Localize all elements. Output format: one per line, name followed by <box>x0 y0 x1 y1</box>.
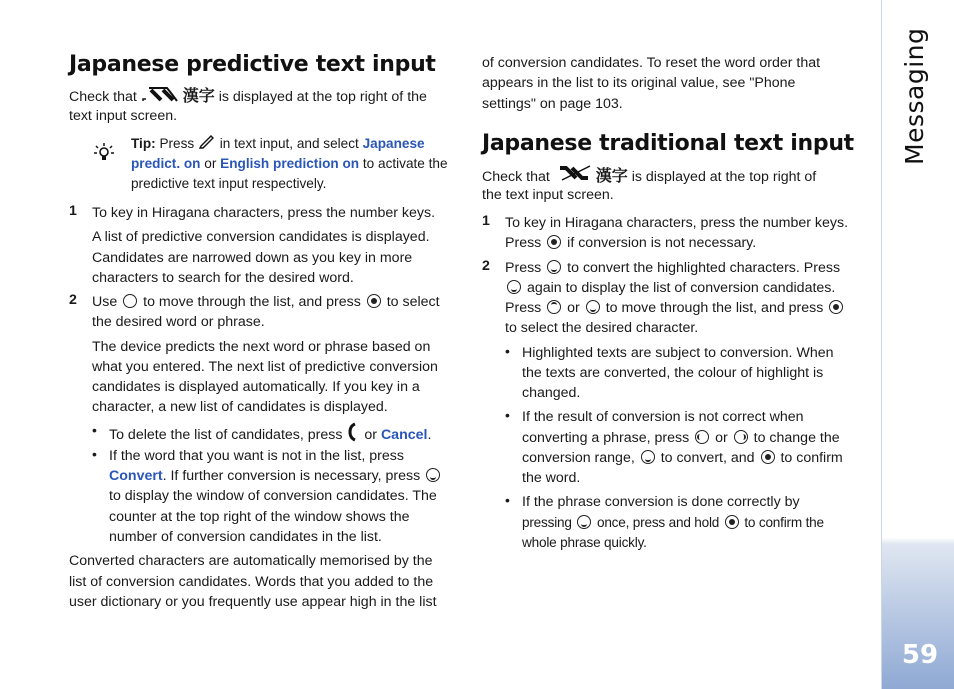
step1-para-line: Candidates are narrowed down as you key in more <box>92 250 413 266</box>
bullet-convert-line2: Convert. If further conversion is necessary, press <box>109 466 442 486</box>
scroll-down-key-icon <box>586 300 600 314</box>
step2-para-line: what you entered. The next list of predictive conversion <box>92 359 438 375</box>
scroll-down-key-icon <box>641 450 655 464</box>
link-predict-on[interactable]: predict. on <box>131 156 201 171</box>
bullet-convert-line1: If the word that you want is not in the list, press <box>109 448 404 464</box>
intro-traditional: Check that 漢字 is displayed at the top right of <box>482 164 816 190</box>
select-key-icon <box>367 294 381 308</box>
scroll-down-key-icon <box>426 468 440 482</box>
kanji-indicator: 漢字 <box>595 167 628 185</box>
closing-line: Converted characters are automatically memorised by the <box>69 553 433 569</box>
bullet-marker: • <box>505 407 510 423</box>
tbullet2-line3: conversion range, to convert, and to confirm <box>522 450 843 466</box>
step1-text: To key in Hiragana characters, press the number keys. <box>92 205 436 221</box>
bullet-marker: • <box>505 492 510 508</box>
tbullet3-line2: pressing once, press and hold to confirm the <box>522 515 824 530</box>
scroll-down-key-icon <box>577 515 591 529</box>
scroll-up-key-icon <box>547 300 561 314</box>
closing-line: user dictionary or you frequently use appear high in the list <box>69 594 437 610</box>
scroll-left-key-icon <box>695 430 709 444</box>
link-english-prediction[interactable]: English prediction on <box>220 156 360 171</box>
tstep2-line1: Press to convert the highlighted characters. Press <box>505 260 841 276</box>
bullet-convert-line5: number of conversion candidates in the list. <box>109 529 382 545</box>
intro-predictive: Check that 漢字 is displayed at the top right of the <box>69 85 469 109</box>
tstep2-line4: to select the desired character. <box>505 320 699 336</box>
heading-traditional: Japanese traditional text input <box>482 131 854 156</box>
step1-para-line: A list of predictive conversion candidates is displayed. <box>92 229 430 245</box>
bullet-convert-line3: to display the window of conversion candidates. The <box>109 488 437 504</box>
kanji-indicator: 漢字 <box>182 87 215 105</box>
tstep1-line2: Press if conversion is not necessary. <box>505 235 757 251</box>
tbullet3-line3: whole phrase quickly. <box>522 535 647 550</box>
left-selection-key-icon <box>346 422 360 448</box>
step2-line2: the desired word or phrase. <box>92 314 265 330</box>
step1-para-line: characters to search for the desired word. <box>92 270 354 286</box>
intro-traditional-line2: the text input screen. <box>482 187 614 203</box>
tbullet2-line1: If the result of conversion is not correct when <box>522 409 804 425</box>
pencil-key-icon <box>198 133 216 155</box>
tbullet2-line4: the word. <box>522 470 581 486</box>
link-cancel[interactable]: Cancel <box>380 426 428 443</box>
scroll-down-key-icon <box>547 260 561 274</box>
select-key-icon <box>829 300 843 314</box>
select-key-icon <box>547 235 561 249</box>
tbullet1-line: changed. <box>522 385 581 401</box>
scroll-right-key-icon <box>734 430 748 444</box>
step2-para-line: The device predicts the next word or phrase based on <box>92 339 431 355</box>
scroll-key-icon <box>123 294 137 308</box>
bullet-convert-line4: counter at the top right of the window shows the <box>109 509 410 525</box>
closing-line: list of conversion candidates. Words that you added to the <box>69 574 434 590</box>
tip-line3: predictive text input respectively. <box>131 176 327 191</box>
tbullet1-line: the texts are converted, the colour of highlight is <box>522 365 824 381</box>
tip-line2: predict. on or English prediction on to activate the <box>131 156 448 171</box>
tbullet2-line2: converting a phrase, press or to change the <box>522 430 840 446</box>
tbullet3-line1: If the phrase conversion is done correctly by <box>522 494 800 510</box>
select-key-icon <box>725 515 739 529</box>
tip-line1: Tip: Press in text input, and select Japanese <box>131 133 461 155</box>
page-number: 59 <box>901 640 939 670</box>
link-japanese-predict[interactable]: Japanese <box>362 135 425 151</box>
continued-line: settings" on page 103. <box>482 96 623 112</box>
select-key-icon <box>761 450 775 464</box>
bullet-marker: • <box>92 422 97 438</box>
step-number: 2 <box>482 258 490 274</box>
bullet-marker: • <box>92 446 97 462</box>
step-number: 1 <box>69 203 77 219</box>
step2-text: Use to move through the list, and press to select <box>92 294 440 310</box>
lightbulb-icon <box>93 142 115 169</box>
heading-predictive: Japanese predictive text input <box>69 52 436 77</box>
bullet-delete: To delete the list of candidates, press or Cancel. <box>109 422 431 448</box>
step2-para-line: character, a new list of candidates is displayed. <box>92 399 388 415</box>
continued-line: appears in the list to its original value, see "Phone <box>482 75 796 91</box>
step-number: 1 <box>482 213 490 229</box>
bullet-marker: • <box>505 343 510 359</box>
intro-predictive-line2: text input screen. <box>69 108 178 124</box>
link-convert[interactable]: Convert <box>109 468 163 484</box>
step-number: 2 <box>69 292 77 308</box>
step2-para-line: candidates is displayed automatically. If you key in a <box>92 379 420 395</box>
section-title: Messaging <box>900 27 929 165</box>
tstep2-line2: again to display the list of conversion candidates. <box>505 278 835 298</box>
tstep2-line3: Press or to move through the list, and press <box>505 298 845 318</box>
tbullet1-line: Highlighted texts are subject to conversion. When <box>522 345 834 361</box>
continued-line: of conversion candidates. To reset the word order that <box>482 55 821 71</box>
tstep1-line1: To key in Hiragana characters, press the number keys. <box>505 215 849 231</box>
scroll-down-key-icon <box>507 280 521 294</box>
